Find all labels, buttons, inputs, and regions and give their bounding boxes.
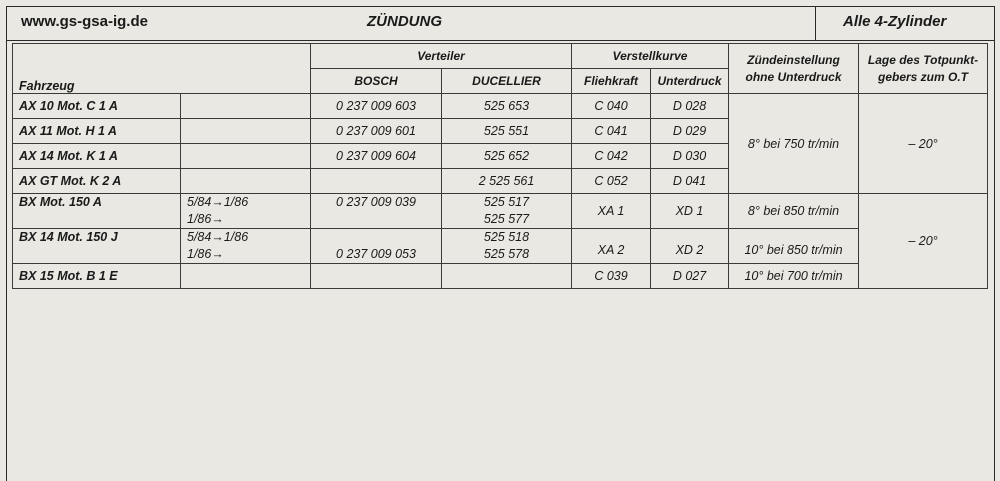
period-line: 5/84→1/86	[187, 195, 249, 209]
vehicle-cell: BX 15 Mot. B 1 E	[13, 264, 181, 289]
period-cell	[181, 194, 311, 229]
ducellier-line: 525 577	[483, 212, 530, 226]
col-sensor-line1: Lage des Totpunkt-	[867, 52, 979, 67]
centrifugal-cell: XA 1	[572, 194, 651, 229]
vacuum-cell: XD 2	[651, 229, 729, 264]
vacuum-cell: D 041	[651, 169, 729, 194]
sensor-cell-ax: – 20°	[859, 94, 988, 194]
col-vehicle: Fahrzeug	[13, 44, 311, 94]
timing-cell-bx150a: 8° bei 850 tr/min	[729, 194, 859, 229]
ignition-table	[12, 43, 988, 289]
bosch-cell	[311, 264, 442, 289]
header-divider	[815, 7, 816, 40]
page-title: ZÜNDUNG	[367, 13, 442, 30]
period-cell	[181, 169, 311, 194]
ducellier-cell: 525 551	[442, 119, 572, 144]
vehicle-cell: AX 11 Mot. H 1 A	[13, 119, 181, 144]
ducellier-cell: 525 653	[442, 94, 572, 119]
timing-cell-bx15: 10° bei 700 tr/min	[729, 264, 859, 289]
col-bosch: BOSCH	[311, 69, 442, 94]
ducellier-cell: 525 652	[442, 144, 572, 169]
table-row	[13, 94, 988, 119]
period-line: 5/84→1/86	[187, 230, 249, 244]
vacuum-cell: D 027	[651, 264, 729, 289]
col-vacuum: Unterdruck	[651, 69, 729, 94]
centrifugal-cell: C 041	[572, 119, 651, 144]
ducellier-cell	[442, 264, 572, 289]
col-sensor	[859, 44, 988, 94]
period-line: 1/86→	[187, 212, 224, 226]
header-row-1	[13, 44, 988, 69]
col-ducellier: DUCELLIER	[442, 69, 572, 94]
vehicle-cell: AX 10 Mot. C 1 A	[13, 94, 181, 119]
col-centrifugal: Fliehkraft	[572, 69, 651, 94]
col-timing	[729, 44, 859, 94]
vacuum-cell: D 028	[651, 94, 729, 119]
centrifugal-cell: C 039	[572, 264, 651, 289]
table-row	[13, 264, 988, 289]
ducellier-cell	[442, 229, 572, 264]
sensor-cell-bx: – 20°	[859, 194, 988, 289]
centrifugal-cell: C 052	[572, 169, 651, 194]
period-line: 1/86→	[187, 247, 224, 261]
bosch-cell	[311, 169, 442, 194]
col-distributor: Verteiler	[311, 44, 572, 69]
period-cell	[181, 119, 311, 144]
vehicle-cell: AX 14 Mot. K 1 A	[13, 144, 181, 169]
table-row	[13, 194, 988, 229]
bosch-cell: 0 237 009 053	[311, 229, 442, 264]
vacuum-cell: D 029	[651, 119, 729, 144]
bosch-cell: 0 237 009 039	[311, 194, 442, 229]
centrifugal-cell: XA 2	[572, 229, 651, 264]
vehicle-cell: BX 14 Mot. 150 J	[13, 229, 181, 264]
period-cell	[181, 229, 311, 264]
bosch-cell: 0 237 009 603	[311, 94, 442, 119]
col-timing-line1: Zündeinstellung	[747, 52, 840, 67]
table-row	[13, 229, 988, 264]
col-timing-line2: ohne Unterdruck	[745, 69, 842, 84]
period-cell	[181, 94, 311, 119]
period-cell	[181, 264, 311, 289]
page-header	[7, 7, 994, 41]
bosch-cell: 0 237 009 604	[311, 144, 442, 169]
period-cell	[181, 144, 311, 169]
bosch-cell: 0 237 009 601	[311, 119, 442, 144]
ducellier-line: 525 517	[483, 195, 530, 209]
timing-cell-ax: 8° bei 750 tr/min	[729, 94, 859, 194]
centrifugal-cell: C 042	[572, 144, 651, 169]
centrifugal-cell: C 040	[572, 94, 651, 119]
col-sensor-line2: gebers zum O.T	[877, 69, 969, 84]
col-advance-curve: Verstellkurve	[572, 44, 729, 69]
timing-cell-bx14: 10° bei 850 tr/min	[729, 229, 859, 264]
section-label: Alle 4-Zylinder	[843, 13, 947, 30]
ducellier-cell: 2 525 561	[442, 169, 572, 194]
ducellier-line: 525 518	[483, 230, 530, 244]
vehicle-cell: BX Mot. 150 A	[13, 194, 181, 229]
vacuum-cell: XD 1	[651, 194, 729, 229]
vacuum-cell: D 030	[651, 144, 729, 169]
vehicle-cell: AX GT Mot. K 2 A	[13, 169, 181, 194]
ducellier-line: 525 578	[483, 247, 530, 261]
ducellier-cell	[442, 194, 572, 229]
site-url: www.gs-gsa-ig.de	[21, 13, 148, 30]
